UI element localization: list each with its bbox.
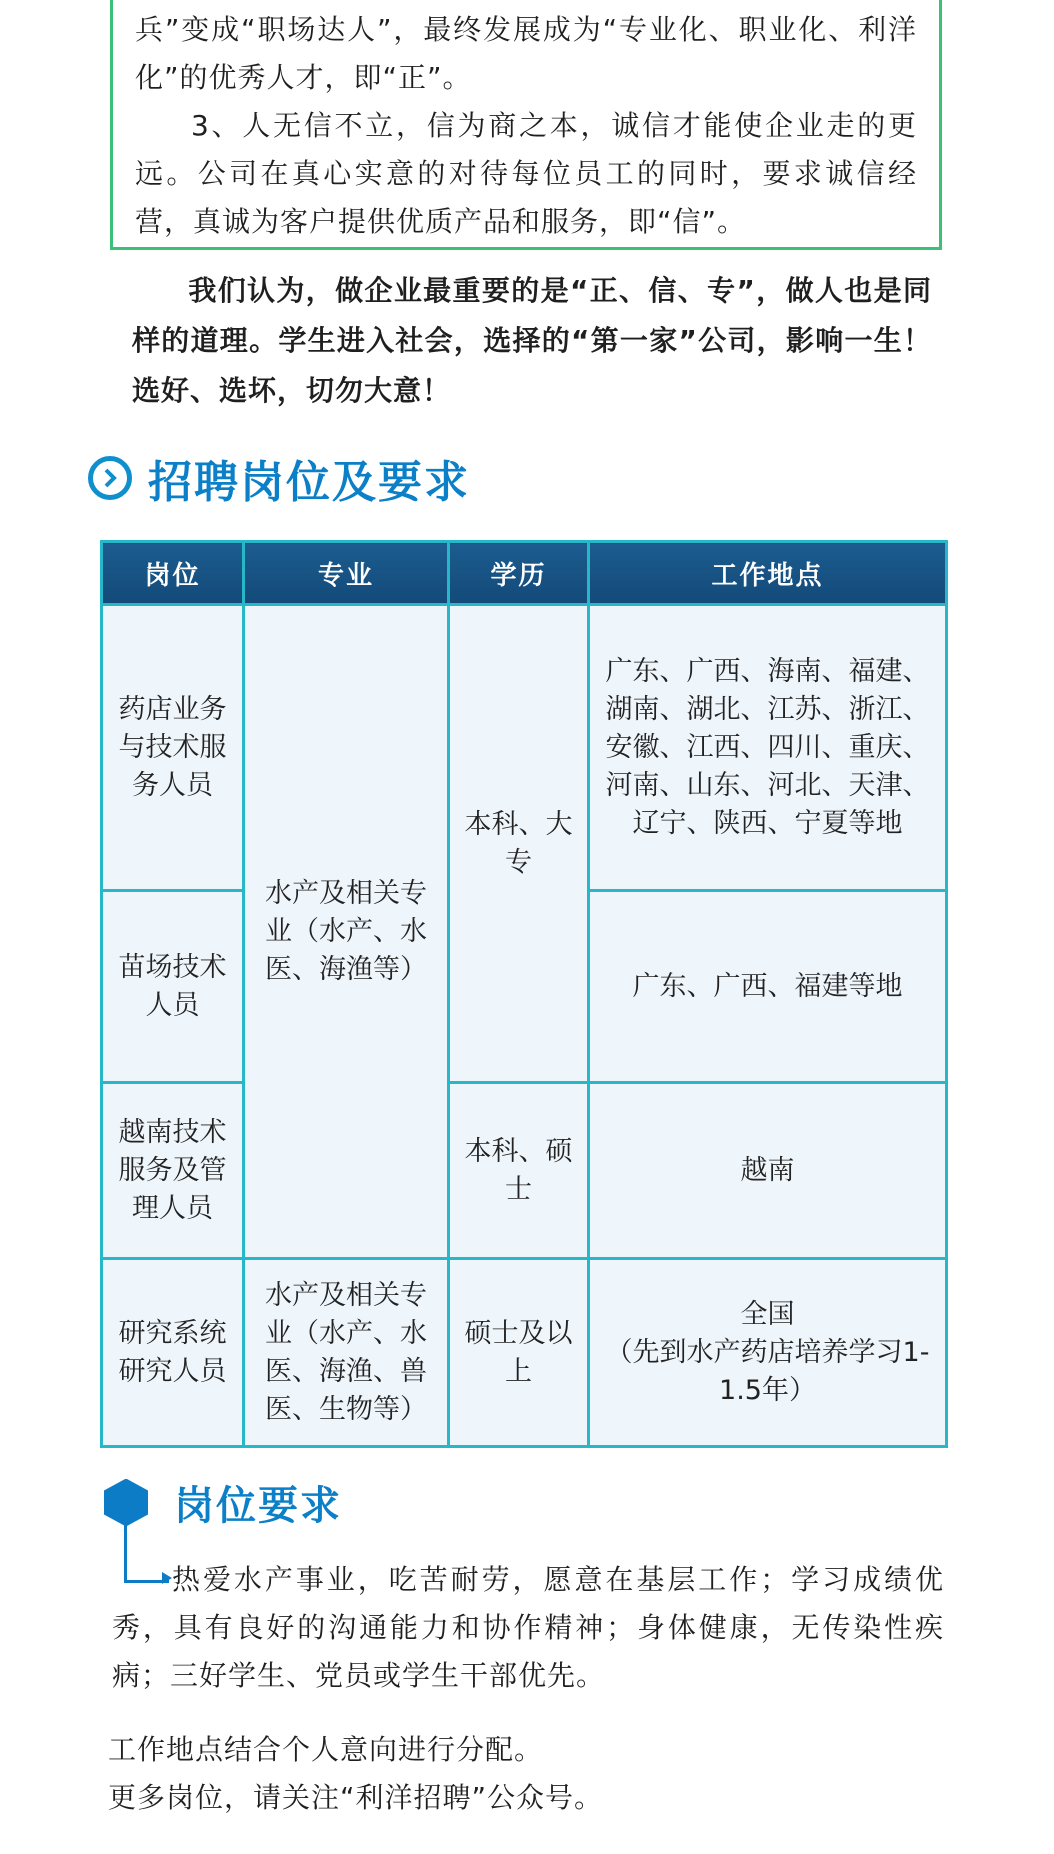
- position-cell: 研究系统研究人员: [102, 1259, 244, 1447]
- education-cell: 本科、硕士: [449, 1083, 589, 1259]
- values-paragraph-1: 兵”变成“职场达人”，最终发展成为“专业化、职业化、利洋化”的优秀人才，即“正”。: [135, 13, 917, 94]
- section-title: 招聘岗位及要求: [148, 457, 470, 508]
- company-values-box: [110, 0, 942, 250]
- position-cell: 越南技术服务及管理人员: [102, 1083, 244, 1259]
- table-row: [102, 1083, 947, 1259]
- education-cell: 硕士及以上: [449, 1259, 589, 1447]
- position-cell: 苗场技术人员: [102, 891, 244, 1083]
- table-row: [102, 1259, 947, 1447]
- location-line: 全国: [740, 1298, 795, 1330]
- core-statement: [132, 266, 932, 416]
- requirements-heading: [104, 1474, 342, 1531]
- header-location: 工作地点: [589, 542, 947, 605]
- requirements-title: 岗位要求: [174, 1483, 342, 1529]
- values-paragraph-2: 3、人无信不立，信为商之本，诚信才能使企业走的更远。公司在真心实意的对待每位员工的同时，要求诚信经营，真诚为客户提供优质产品和服务，即“信”。: [135, 109, 917, 238]
- chevron-right-circle-icon: [88, 456, 132, 500]
- major-cell: 水产及相关专业（水产、水医、海渔、兽医、生物等）: [244, 1259, 449, 1447]
- header-education: 学历: [449, 542, 589, 605]
- hexagon-icon: [104, 1479, 148, 1527]
- table-row: [102, 605, 947, 891]
- section-heading: [88, 448, 470, 508]
- education-cell: 本科、大专: [449, 605, 589, 1083]
- header-position: 岗位: [102, 542, 244, 605]
- footer-notes: [108, 1726, 948, 1822]
- core-statement-text: 我们认为，做企业最重要的是“正、信、专”，做人也是同样的道理。学生进入社会，选择的“第一家”公司，影响一生！选好、选坏，切勿大意！: [132, 274, 932, 407]
- location-note: （先到水产药店培养学习1-1.5年）: [605, 1336, 930, 1406]
- header-major: 专业: [244, 542, 449, 605]
- location-cell: 越南: [589, 1083, 947, 1259]
- location-cell: [589, 1259, 947, 1447]
- table-header-row: [102, 542, 947, 605]
- position-cell: 药店业务与技术服务人员: [102, 605, 244, 891]
- footer-line-1: 工作地点结合个人意向进行分配。: [108, 1733, 544, 1766]
- positions-table: [100, 540, 948, 1448]
- location-cell: 广东、广西、海南、福建、湖南、湖北、江苏、浙江、安徽、江西、四川、重庆、河南、山东、河北、天津、辽宁、陕西、宁夏等地: [589, 605, 947, 891]
- requirements-text: 热爱水产事业，吃苦耐劳，愿意在基层工作；学习成绩优秀，具有良好的沟通能力和协作精神；身体健康，无传染性疾病；三好学生、党员或学生干部优先。: [112, 1563, 944, 1692]
- major-cell: 水产及相关专业（水产、水医、海渔等）: [244, 605, 449, 1259]
- location-cell: 广东、广西、福建等地: [589, 891, 947, 1083]
- footer-line-2: 更多岗位，请关注“利洋招聘”公众号。: [108, 1781, 604, 1814]
